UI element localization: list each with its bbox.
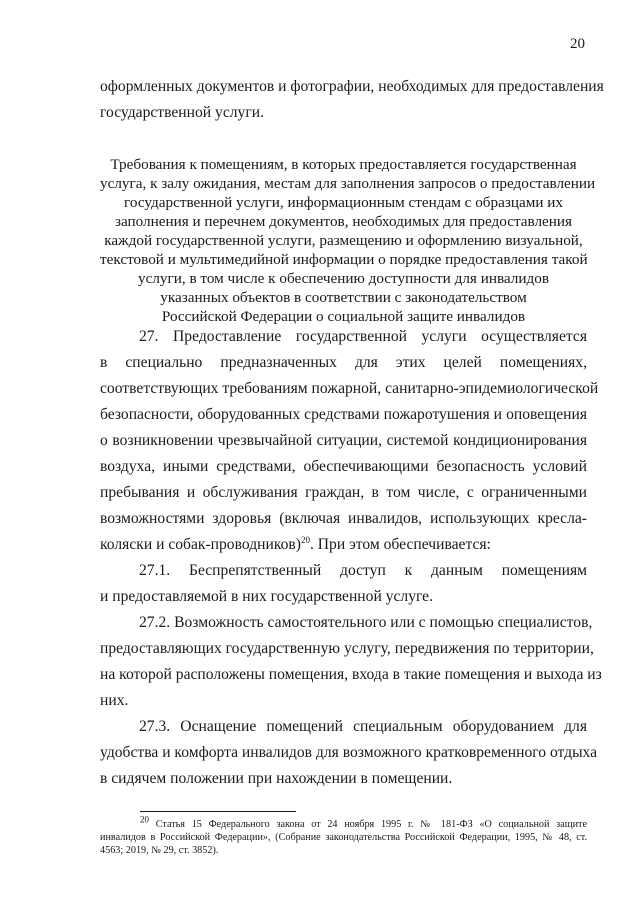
footnote-line-1-text: Статья 15 Федерального закона от 24 ноября 1995 г. № 181-ФЗ «О социальной защите	[149, 819, 587, 830]
para-27-line-2: в специально предназначенных для этих целей помещениях,	[100, 354, 587, 371]
para-27-2-line-2: предоставляющих государственную услугу, передвижения по территории,	[100, 640, 594, 657]
para-27-3-line-3: в сидячем положении при нахождении в помещении.	[100, 770, 453, 787]
continuation-line-1: оформленных документов и фотографии, необходимых для предоставления	[100, 78, 604, 95]
para-27-line-3: соответствующих требованиям пожарной, санитарно-эпидемиологической	[100, 380, 599, 397]
para-27-last-tail: . При этом обеспечивается:	[309, 536, 491, 553]
para-27-1-line-2: и предоставляемой в них государственной услуге.	[100, 588, 433, 605]
footnote-separator	[140, 811, 296, 812]
para-27-3-line-2: удобства и комфорта инвалидов для возможного кратковременного отдыха	[100, 744, 598, 761]
footnote-reference: 20	[300, 534, 310, 545]
para-27-line-8: возможностями здоровья (включая инвалидов, использующих кресла-	[100, 510, 587, 527]
section-heading-line-5: каждой государственной услуги, размещению и оформлению визуальной,	[104, 232, 583, 249]
para-27-2-line-4: них.	[100, 692, 129, 709]
para-27-line-9	[100, 535, 587, 555]
para-27-2-line-1: 27.2. Возможность самостоятельного или с помощью специалистов,	[139, 614, 593, 631]
section-heading-line-1: Требования к помещениям, в которых предоставляется государственная	[110, 156, 577, 173]
para-27-2-line-3: на которой расположены помещения, входа в такие помещения и выхода из	[100, 666, 602, 683]
page-number: 20	[570, 36, 585, 52]
para-27-line-4: безопасности, оборудованных средствами пожаротушения и оповещения	[100, 406, 587, 423]
footnote-line-3: 4563; 2019, № 29, ст. 3852).	[100, 845, 219, 856]
para-27-1-line-1: 27.1. Беспрепятственный доступ к данным помещениям	[139, 562, 587, 579]
para-27-last-text: коляски и собак-проводников)	[100, 536, 301, 553]
continuation-line-2: государственной услуги.	[100, 104, 264, 121]
footnote-line-1	[140, 814, 587, 831]
section-heading-line-3: государственной услуги, информационным стендам с образцами их	[124, 194, 563, 211]
section-heading-line-9: Российской Федерации о социальной защите инвалидов	[161, 308, 526, 325]
section-heading-line-4: заполнения и перечнем документов, необходимых для предоставления	[114, 213, 573, 230]
section-heading-line-7: услуги, в том числе к обеспечению доступности для инвалидов	[137, 270, 549, 287]
para-27-line-6: воздуха, иными средствами, обеспечивающими безопасность условий	[100, 458, 587, 475]
section-heading-line-8: указанных объектов в соответствии с законодательством	[160, 289, 527, 306]
para-27-line-1: 27. Предоставление государственной услуги осуществляется	[139, 328, 587, 345]
para-27-line-7: пребывания и обслуживания граждан, в том числе, с ограниченными	[100, 484, 587, 501]
section-heading-line-6: текстовой и мультимедийной информации о порядке предоставления такой	[100, 251, 588, 268]
para-27-line-5: о возникновении чрезвычайной ситуации, системой кондиционирования	[100, 432, 587, 449]
footnote-line-2: инвалидов в Российской Федерации», (Собрание законодательства Российской Федерации, 1995, № 48, ст.	[100, 832, 587, 843]
para-27-3-line-1: 27.3. Оснащение помещений специальным оборудованием для	[139, 718, 587, 735]
footnote-number: 20	[140, 814, 149, 825]
section-heading-line-2: услуга, к залу ожидания, местам для заполнения запросов о предоставлении	[100, 175, 596, 192]
